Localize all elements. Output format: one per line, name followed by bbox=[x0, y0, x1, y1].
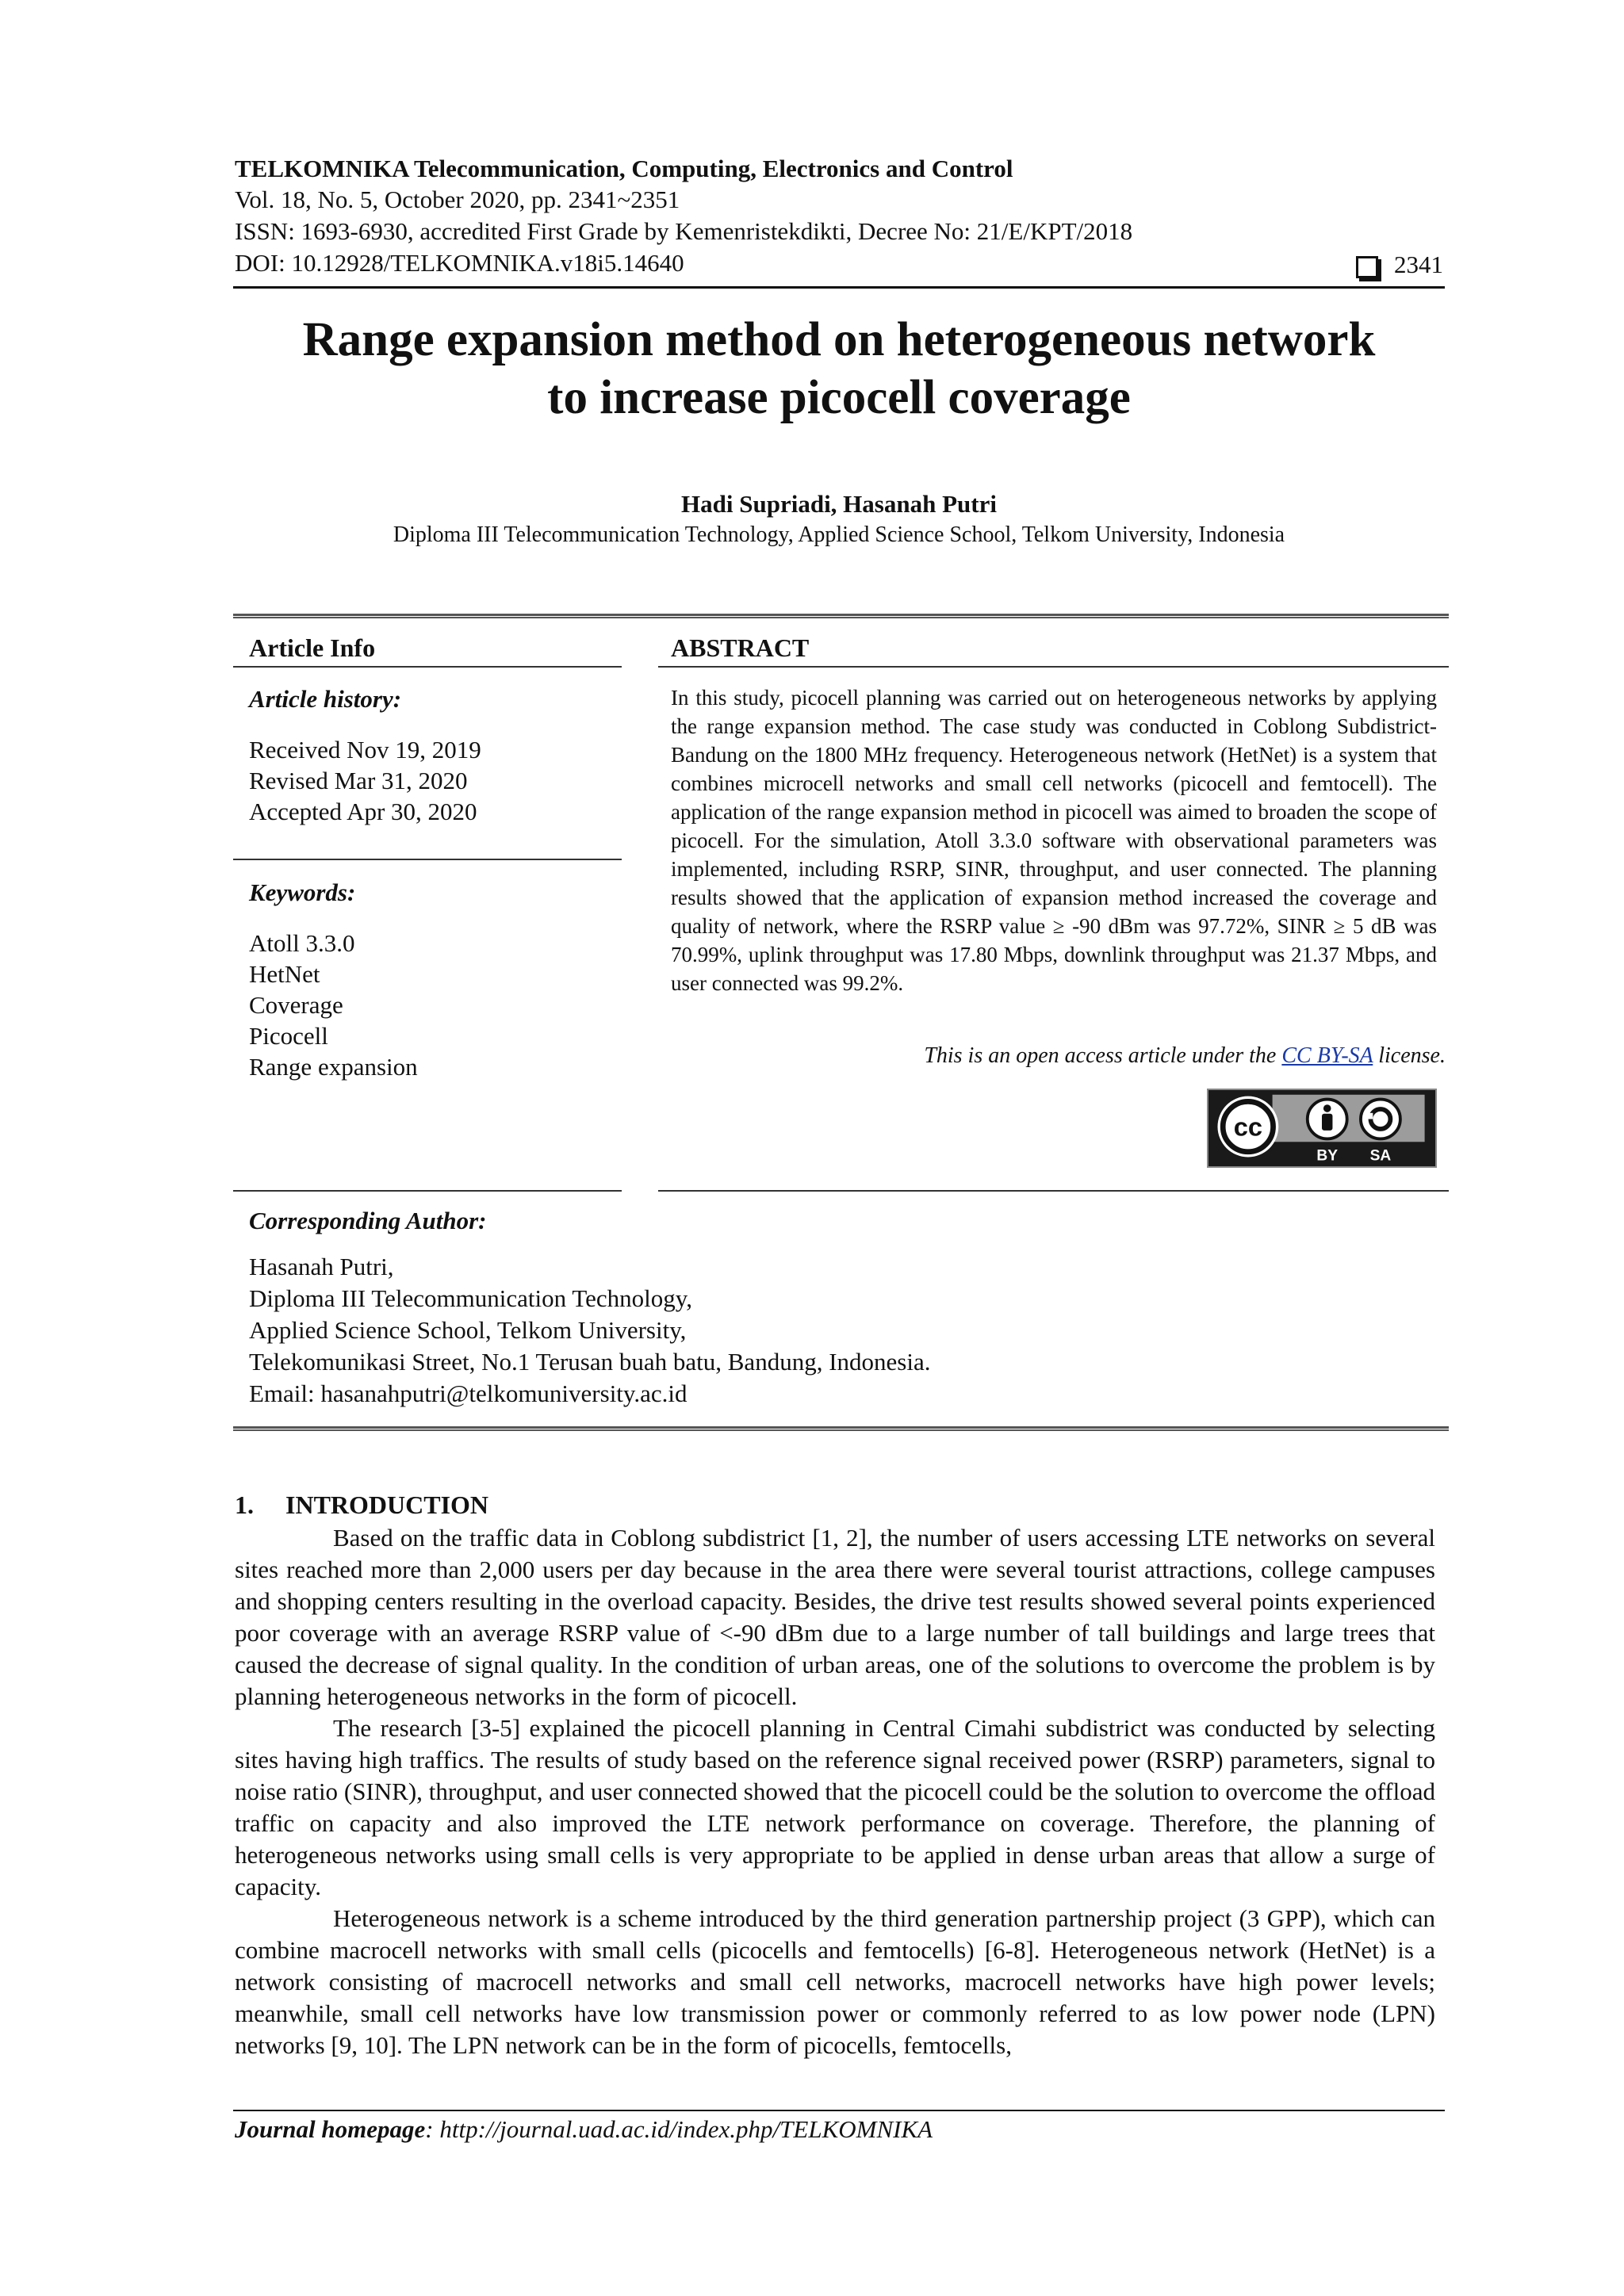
doi-info: DOI: 10.12928/TELKOMNIKA.v18i5.14640 bbox=[235, 249, 684, 277]
paper-title-line-1: Range expansion method on heterogeneous network bbox=[302, 313, 1376, 366]
keywords-rule bbox=[233, 1190, 622, 1192]
abstract-heading: ABSTRACT bbox=[671, 633, 810, 662]
issn-info: ISSN: 1693-6930, accredited First Grade by Kemenristekdikti, Decree No: 21/E/KPT/2018 bbox=[235, 217, 1133, 245]
keywords-heading: Keywords: bbox=[249, 878, 356, 906]
info-top-rule bbox=[233, 614, 1449, 618]
corresponding-details bbox=[249, 1251, 930, 1410]
article-info-heading: Article Info bbox=[249, 633, 376, 662]
article-history-list bbox=[249, 734, 481, 827]
corresponding-address: Telekomunikasi Street, No.1 Terusan buah batu, Bandung, Indonesia. bbox=[249, 1348, 931, 1376]
keyword-item: HetNet bbox=[249, 960, 320, 988]
corresponding-heading: Corresponding Author: bbox=[249, 1207, 487, 1234]
keyword-item: Picocell bbox=[249, 1022, 328, 1050]
license-note bbox=[924, 1043, 1446, 1069]
keyword-item: Coverage bbox=[249, 991, 343, 1019]
affiliation: Diploma III Telecommunication Technology, Applied Science School, Telkom University, Indonesia bbox=[393, 522, 1285, 547]
keyword-item: Atoll 3.3.0 bbox=[249, 929, 355, 957]
page-number: 2341 bbox=[1394, 251, 1443, 278]
paper-title-line-2: to increase picocell coverage bbox=[547, 371, 1131, 424]
corresponding-name: Hasanah Putri, bbox=[249, 1253, 394, 1280]
homepage-label: Journal homepage bbox=[235, 2115, 426, 2143]
history-received: Received Nov 19, 2019 bbox=[249, 736, 481, 763]
journal-homepage bbox=[235, 2115, 933, 2144]
abstract-text: In this study, picocell planning was carried out on heterogeneous networks by applying the range expansion method. The case study was conducted in Coblong Subdistrict-Bandung on the 1800 MHz frequency. Heterogeneous network (HetNet) is a system that combines microcell networks and small cell networks (picocell and femtocell). The application of the range expansion method in picocell was aimed to broaden the scope of picocell. For the simulation, Atoll 3.3.0 software with observational parameters was implemented, including RSRP, SINR, throughput, and user connected. The planning results showed that the application of expansion method increased the coverage and quality of network, where the RSRP value ≥ -90 dBm was 97.72%, SINR ≥ 5 dB was 70.99%, uplink throughput was 17.80 Mbps, downlink throughput was 21.37 Mbps, and user connected was 99.2%. bbox=[671, 686, 1437, 995]
by-badge-text: BY bbox=[1316, 1147, 1339, 1165]
section-title: INTRODUCTION bbox=[285, 1490, 489, 1519]
homepage-url[interactable]: : http://journal.uad.ac.id/index.php/TELKOMNIKA bbox=[425, 2115, 933, 2143]
cc-by-sa-badge[interactable] bbox=[1207, 1089, 1437, 1168]
checkbox-square-icon bbox=[1356, 256, 1378, 278]
history-rule bbox=[233, 859, 622, 860]
keyword-item: Range expansion bbox=[249, 1053, 418, 1081]
section-heading bbox=[235, 1490, 488, 1520]
paragraph: The research [3-5] explained the picocell planning in Central Cimahi subdistrict was conducted by selecting sites having high traffics. The results of study based on the reference signal received power (RSRP) parameters, signal to noise ratio (SINR), throughput, and user connected showed that the picocell could be the solution to overcome the offload traffic on capacity and also improved the LTE network performance on coverage. Therefore, the planning of heterogeneous networks using small cells is very appropriate to be applied in dense urban areas that allow a surge of capacity. bbox=[235, 1714, 1435, 1900]
history-revised: Revised Mar 31, 2020 bbox=[249, 767, 468, 794]
article-info-rule bbox=[233, 666, 622, 668]
corresponding-school: Applied Science School, Telkom University, bbox=[249, 1316, 687, 1344]
section-number: 1. bbox=[235, 1490, 254, 1519]
paper-title bbox=[233, 311, 1445, 427]
history-accepted: Accepted Apr 30, 2020 bbox=[249, 798, 477, 825]
paragraph: Based on the traffic data in Coblong subdistrict [1, 2], the number of users accessing LTE networks on several sites reached more than 2,000 users per day because in the area there were several tourist attractions, college campuses and shopping centers resulting in the overload capacity. Besides, the drive test results showed several points experienced poor coverage with an average RSRP value of <-90 dBm due to a large number of tall buildings and large trees that caused the decrease of signal quality. In the condition of urban areas, one of the solutions to overcome the problem is by planning heterogeneous networks in the form of picocell. bbox=[235, 1524, 1435, 1710]
abstract-rule bbox=[658, 666, 1449, 668]
authors: Hadi Supriadi, Hasanah Putri bbox=[681, 490, 997, 518]
volume-info: Vol. 18, No. 5, October 2020, pp. 2341~2351 bbox=[235, 186, 680, 213]
article-history-heading: Article history: bbox=[249, 685, 402, 713]
header-rule bbox=[233, 286, 1445, 289]
cc-badge-text: cc bbox=[1233, 1112, 1263, 1142]
sa-sharealike-icon bbox=[1361, 1100, 1400, 1139]
abstract-bottom-rule bbox=[658, 1190, 1449, 1192]
sa-badge-text: SA bbox=[1369, 1147, 1392, 1165]
license-suffix: license. bbox=[1373, 1043, 1446, 1068]
by-attribution-icon bbox=[1308, 1100, 1347, 1139]
cc-by-sa-link[interactable]: CC BY-SA bbox=[1281, 1043, 1373, 1068]
corresponding-dept: Diploma III Telecommunication Technology, bbox=[249, 1284, 692, 1312]
info-bottom-rule bbox=[233, 1426, 1449, 1431]
paragraph: Heterogeneous network is a scheme introduced by the third generation partnership project (3 GPP), which can combine macrocell networks with small cells (picocells and femtocells) [6-8]. Heterogeneous network (HetNet) is a network consisting of macrocell networks and small cell networks, macrocell networks have high power levels; meanwhile, small cell networks have low transmission power or commonly referred to as low power node (LPN) networks [9, 10]. The LPN network can be in the form of picocells, femtocells, bbox=[235, 1904, 1435, 2059]
footer-rule bbox=[233, 2110, 1445, 2111]
license-prefix: This is an open access article under the bbox=[924, 1043, 1282, 1068]
introduction-body bbox=[235, 1522, 1435, 2061]
journal-name: TELKOMNIKA Telecommunication, Computing, Electronics and Control bbox=[235, 155, 1013, 182]
keywords-list bbox=[249, 928, 418, 1082]
corresponding-email: Email: hasanahputri@telkomuniversity.ac.id bbox=[249, 1380, 688, 1407]
